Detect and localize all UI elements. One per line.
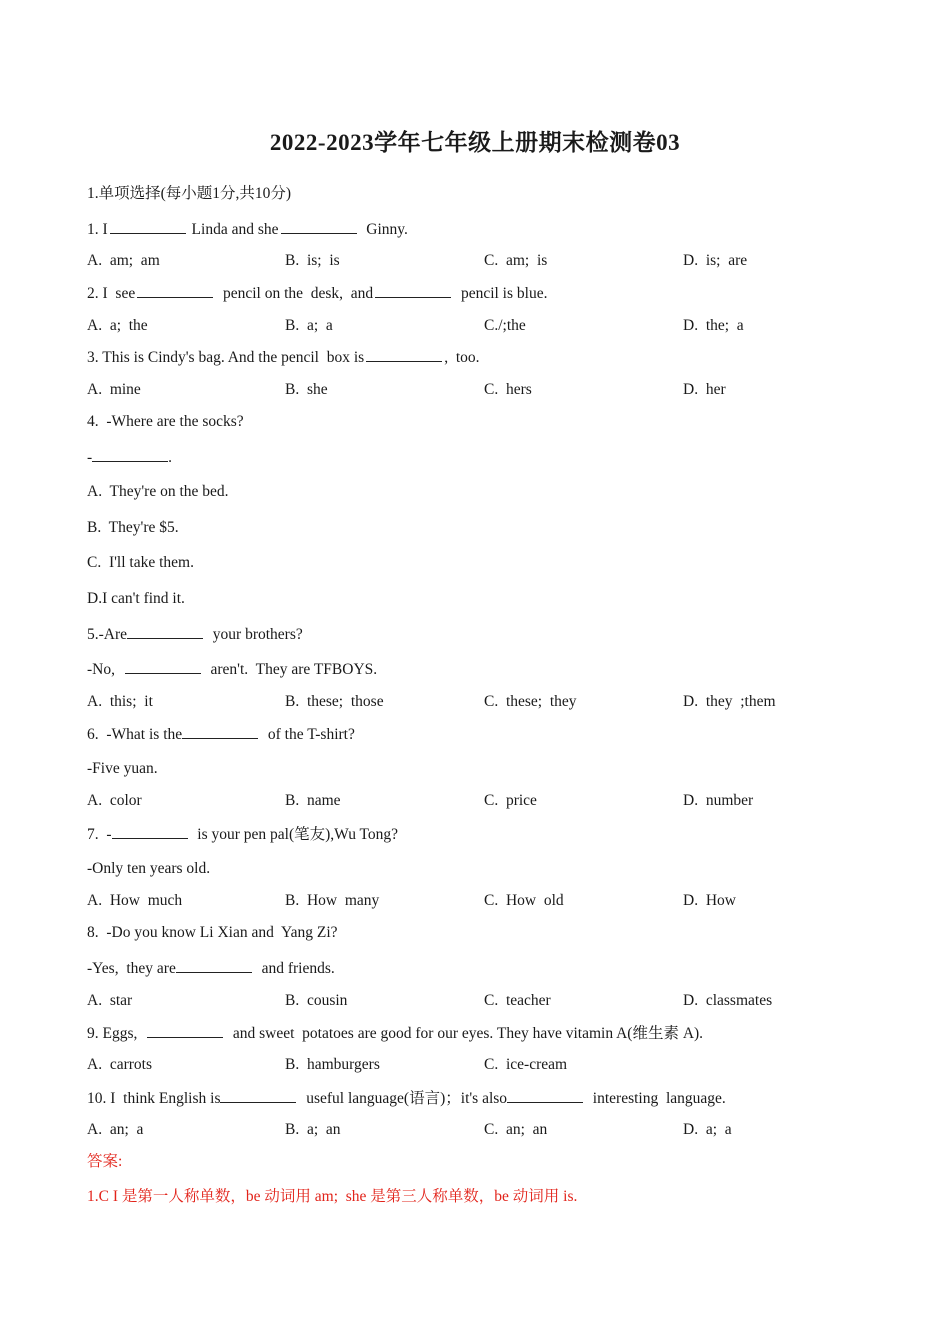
option-b: B. name: [285, 792, 341, 809]
option-a: A. a; the: [87, 317, 148, 334]
blank: [112, 824, 188, 839]
page-title: 2022-2023学年七年级上册期末检测卷03: [269, 130, 681, 155]
option-d: D.I can't find it.: [87, 590, 185, 607]
blank: [507, 1088, 583, 1103]
question-5-reply: -No, aren't. They are TFBOYS.: [87, 661, 378, 678]
option-a: A. mine: [87, 381, 141, 398]
blank: [92, 447, 168, 462]
question-6: 6. -What is the of the T-shirt?: [87, 726, 355, 743]
question-2: 2. I see pencil on the desk, and pencil is blue.: [87, 285, 548, 302]
option-c: C. am; is: [484, 252, 548, 269]
answer-1: 1.C I 是第一人称单数，be 动词用 am; she 是第三人称单数，be 动词用 is.: [87, 1188, 578, 1205]
option-a: A. carrots: [87, 1056, 152, 1073]
option-d: D. is; are: [683, 252, 748, 269]
option-d: D. they ;them: [683, 693, 776, 710]
blank: [182, 724, 258, 739]
option-c: C. an; an: [484, 1121, 548, 1138]
question-9-options: [87, 1055, 887, 1075]
question-3-options: [87, 380, 887, 400]
option-b: B. hamburgers: [285, 1056, 380, 1073]
option-b: B. They're $5.: [87, 519, 179, 536]
question-4: 4. -Where are the socks?: [87, 413, 244, 430]
answer-label: 答案:: [87, 1153, 123, 1170]
question-8-options: [87, 991, 887, 1011]
blank: [366, 347, 442, 362]
question-10-options: [87, 1120, 887, 1140]
option-c: C. price: [484, 792, 537, 809]
option-a: A. They're on the bed.: [87, 483, 229, 500]
question-1-options: [87, 251, 887, 271]
option-b: B. is; is: [285, 252, 340, 269]
option-a: A. star: [87, 992, 133, 1009]
option-a: A. am; am: [87, 252, 160, 269]
option-b: B. a; an: [285, 1121, 341, 1138]
question-8-reply: -Yes, they are and friends.: [87, 960, 335, 977]
question-4-reply: - .: [87, 449, 173, 466]
option-b: B. cousin: [285, 992, 348, 1009]
blank: [110, 219, 186, 234]
option-d: D. number: [683, 792, 754, 809]
option-c: C. these; they: [484, 693, 577, 710]
option-c: C. teacher: [484, 992, 551, 1009]
blank: [281, 219, 357, 234]
option-b: B. she: [285, 381, 328, 398]
question-2-options: [87, 316, 887, 336]
question-6-options: [87, 791, 887, 811]
blank: [125, 659, 201, 674]
blank: [375, 283, 451, 298]
option-b: B. these; those: [285, 693, 384, 710]
option-a: A. this; it: [87, 693, 153, 710]
option-a: A. How much: [87, 892, 183, 909]
option-c: C. hers: [484, 381, 532, 398]
option-d: D. a; a: [683, 1121, 732, 1138]
question-5-options: [87, 692, 887, 712]
blank: [137, 283, 213, 298]
question-1: 1. I Linda and she Ginny.: [87, 221, 408, 238]
blank: [176, 958, 252, 973]
option-a: A. an; a: [87, 1121, 144, 1138]
question-7-options: [87, 891, 887, 911]
blank: [220, 1088, 296, 1103]
option-c: C. I'll take them.: [87, 554, 194, 571]
option-b: B. a; a: [285, 317, 333, 334]
option-b: B. How many: [285, 892, 380, 909]
option-d: D. her: [683, 381, 726, 398]
option-c: C. ice-cream: [484, 1056, 568, 1073]
question-9: 9. Eggs, and sweet potatoes are good for our eyes. They have vitamin A(维生素 A).: [87, 1025, 704, 1042]
question-6-reply: -Five yuan.: [87, 760, 158, 777]
question-5: 5.-Are your brothers?: [87, 626, 303, 643]
blank: [147, 1023, 223, 1038]
option-d: D. How: [683, 892, 736, 909]
blank: [127, 624, 203, 639]
question-7: 7. - is your pen pal(笔友),Wu Tong?: [87, 826, 399, 843]
question-8: 8. -Do you know Li Xian and Yang Zi?: [87, 924, 338, 941]
option-d: D. classmates: [683, 992, 773, 1009]
question-10: 10. I think English is useful language(语言)；it's also interesting language.: [87, 1090, 726, 1107]
question-7-reply: -Only ten years old.: [87, 860, 211, 877]
option-c: C. How old: [484, 892, 564, 909]
option-a: A. color: [87, 792, 142, 809]
option-d: D. the; a: [683, 317, 744, 334]
question-3: 3. This is Cindy's bag. And the pencil box is , too.: [87, 349, 480, 366]
section-heading: 1.单项选择(每小题1分,共10分): [87, 185, 292, 202]
option-c: C./;the: [484, 317, 526, 334]
